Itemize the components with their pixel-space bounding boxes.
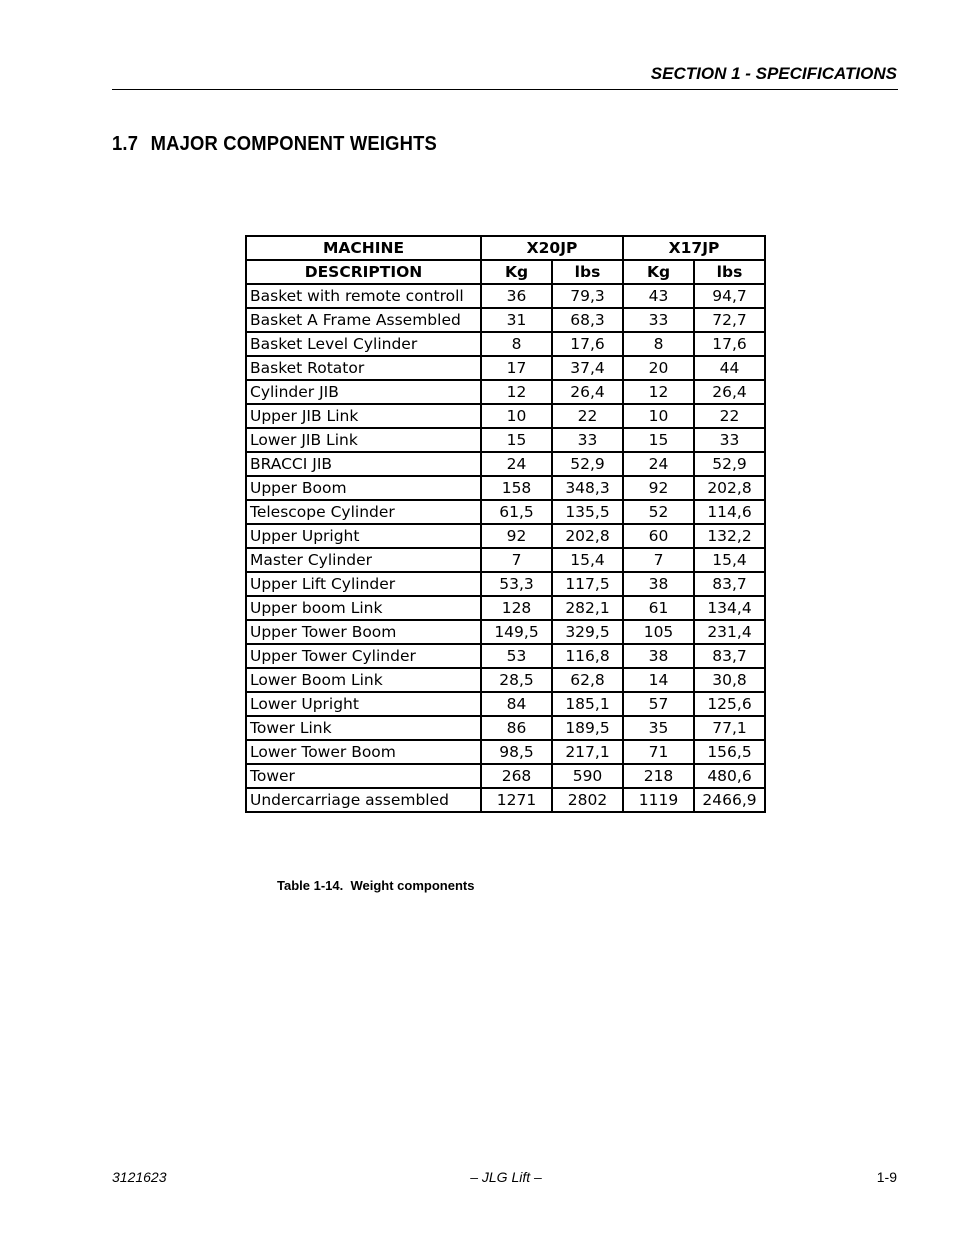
header-x17jp-lbs: lbs (694, 260, 765, 284)
cell-x17jp-kg: 43 (623, 284, 694, 308)
cell-x20jp-lbs: 282,1 (552, 596, 623, 620)
cell-x17jp-lbs: 125,6 (694, 692, 765, 716)
header-machine: MACHINE (246, 236, 481, 260)
cell-x20jp-kg: 158 (481, 476, 552, 500)
header-description: DESCRIPTION (246, 260, 481, 284)
cell-x17jp-lbs: 132,2 (694, 524, 765, 548)
cell-x20jp-kg: 149,5 (481, 620, 552, 644)
cell-x17jp-lbs: 156,5 (694, 740, 765, 764)
table-row (246, 572, 765, 596)
cell-x17jp-kg: 61 (623, 596, 694, 620)
table-row (246, 380, 765, 404)
cell-description: Basket Rotator (246, 356, 481, 380)
table-row (246, 524, 765, 548)
cell-description: Upper boom Link (246, 596, 481, 620)
cell-x20jp-kg: 12 (481, 380, 552, 404)
footer-page-number: 1-9 (876, 1169, 897, 1185)
table-subheader-row (246, 260, 765, 284)
cell-description: Undercarriage assembled (246, 788, 481, 812)
cell-x20jp-kg: 128 (481, 596, 552, 620)
cell-x20jp-lbs: 52,9 (552, 452, 623, 476)
header-x20jp: X20JP (481, 236, 623, 260)
cell-x17jp-kg: 71 (623, 740, 694, 764)
table-row (246, 764, 765, 788)
cell-x17jp-lbs: 94,7 (694, 284, 765, 308)
cell-x20jp-kg: 17 (481, 356, 552, 380)
cell-description: BRACCI JIB (246, 452, 481, 476)
table-header-row (246, 236, 765, 260)
footer-publisher: – JLG Lift – (470, 1169, 542, 1185)
cell-x20jp-kg: 1271 (481, 788, 552, 812)
cell-x20jp-kg: 53 (481, 644, 552, 668)
cell-x17jp-kg: 33 (623, 308, 694, 332)
cell-description: Upper Upright (246, 524, 481, 548)
table-row (246, 644, 765, 668)
table-row (246, 716, 765, 740)
cell-description: Lower Boom Link (246, 668, 481, 692)
cell-x20jp-lbs: 62,8 (552, 668, 623, 692)
cell-x17jp-lbs: 114,6 (694, 500, 765, 524)
cell-x17jp-kg: 20 (623, 356, 694, 380)
cell-x20jp-lbs: 79,3 (552, 284, 623, 308)
cell-description: Cylinder JIB (246, 380, 481, 404)
cell-x17jp-kg: 57 (623, 692, 694, 716)
running-header: SECTION 1 - SPECIFICATIONS (650, 64, 897, 83)
cell-x20jp-kg: 15 (481, 428, 552, 452)
cell-x20jp-kg: 86 (481, 716, 552, 740)
cell-description: Upper JIB Link (246, 404, 481, 428)
cell-description: Master Cylinder (246, 548, 481, 572)
table-row (246, 620, 765, 644)
cell-x17jp-lbs: 30,8 (694, 668, 765, 692)
cell-x17jp-kg: 52 (623, 500, 694, 524)
cell-x20jp-kg: 53,3 (481, 572, 552, 596)
cell-x20jp-lbs: 135,5 (552, 500, 623, 524)
cell-x20jp-kg: 24 (481, 452, 552, 476)
cell-x17jp-kg: 92 (623, 476, 694, 500)
header-x17jp-kg: Kg (623, 260, 694, 284)
cell-x17jp-lbs: 26,4 (694, 380, 765, 404)
cell-description: Lower Upright (246, 692, 481, 716)
cell-x20jp-lbs: 37,4 (552, 356, 623, 380)
cell-x17jp-lbs: 480,6 (694, 764, 765, 788)
cell-description: Upper Boom (246, 476, 481, 500)
cell-x20jp-lbs: 185,1 (552, 692, 623, 716)
cell-x20jp-kg: 268 (481, 764, 552, 788)
cell-x20jp-kg: 10 (481, 404, 552, 428)
header-x17jp: X17JP (623, 236, 765, 260)
cell-x17jp-kg: 14 (623, 668, 694, 692)
cell-x17jp-lbs: 33 (694, 428, 765, 452)
cell-x17jp-kg: 105 (623, 620, 694, 644)
table-row (246, 356, 765, 380)
cell-x20jp-kg: 98,5 (481, 740, 552, 764)
cell-description: Tower Link (246, 716, 481, 740)
table-row (246, 548, 765, 572)
cell-x17jp-lbs: 44 (694, 356, 765, 380)
cell-x20jp-kg: 84 (481, 692, 552, 716)
section-number: 1.7 (112, 133, 139, 155)
table-body (246, 284, 765, 812)
cell-x17jp-kg: 7 (623, 548, 694, 572)
table-row (246, 668, 765, 692)
cell-x20jp-lbs: 33 (552, 428, 623, 452)
table-row (246, 308, 765, 332)
cell-x20jp-lbs: 22 (552, 404, 623, 428)
cell-description: Basket A Frame Assembled (246, 308, 481, 332)
cell-description: Basket with remote controll (246, 284, 481, 308)
table-row (246, 596, 765, 620)
table-row (246, 500, 765, 524)
table-row (246, 452, 765, 476)
cell-x20jp-lbs: 15,4 (552, 548, 623, 572)
table-row (246, 404, 765, 428)
cell-x20jp-kg: 61,5 (481, 500, 552, 524)
cell-x17jp-lbs: 2466,9 (694, 788, 765, 812)
cell-x17jp-lbs: 22 (694, 404, 765, 428)
cell-x17jp-kg: 12 (623, 380, 694, 404)
cell-x20jp-lbs: 117,5 (552, 572, 623, 596)
cell-description: Telescope Cylinder (246, 500, 481, 524)
cell-x20jp-kg: 8 (481, 332, 552, 356)
cell-description: Lower JIB Link (246, 428, 481, 452)
header-x20jp-kg: Kg (481, 260, 552, 284)
table-row (246, 332, 765, 356)
cell-x17jp-kg: 38 (623, 644, 694, 668)
cell-x17jp-kg: 218 (623, 764, 694, 788)
cell-x20jp-kg: 31 (481, 308, 552, 332)
cell-x20jp-lbs: 329,5 (552, 620, 623, 644)
section-heading (112, 133, 437, 156)
cell-x20jp-lbs: 2802 (552, 788, 623, 812)
table-row (246, 692, 765, 716)
cell-x20jp-lbs: 68,3 (552, 308, 623, 332)
cell-x17jp-lbs: 77,1 (694, 716, 765, 740)
caption-label: Table 1-14. (277, 878, 344, 893)
cell-x20jp-lbs: 189,5 (552, 716, 623, 740)
cell-description: Tower (246, 764, 481, 788)
cell-x20jp-lbs: 590 (552, 764, 623, 788)
cell-x17jp-kg: 15 (623, 428, 694, 452)
caption-text: Weight components (350, 878, 475, 893)
table-row (246, 476, 765, 500)
cell-description: Basket Level Cylinder (246, 332, 481, 356)
cell-x17jp-kg: 35 (623, 716, 694, 740)
cell-x17jp-lbs: 72,7 (694, 308, 765, 332)
cell-x20jp-lbs: 116,8 (552, 644, 623, 668)
section-title: MAJOR COMPONENT WEIGHTS (150, 133, 438, 155)
header-x20jp-lbs: lbs (552, 260, 623, 284)
weights-table (245, 235, 766, 813)
table-caption (277, 878, 474, 893)
cell-x20jp-lbs: 26,4 (552, 380, 623, 404)
cell-description: Upper Tower Boom (246, 620, 481, 644)
cell-description: Upper Tower Cylinder (246, 644, 481, 668)
footer-doc-number: 3121623 (112, 1169, 167, 1185)
table-row (246, 428, 765, 452)
cell-x17jp-lbs: 15,4 (694, 548, 765, 572)
cell-x17jp-kg: 60 (623, 524, 694, 548)
cell-description: Lower Tower Boom (246, 740, 481, 764)
cell-x17jp-kg: 10 (623, 404, 694, 428)
cell-x20jp-lbs: 17,6 (552, 332, 623, 356)
header-rule (112, 89, 898, 90)
cell-x17jp-lbs: 202,8 (694, 476, 765, 500)
cell-x17jp-lbs: 83,7 (694, 572, 765, 596)
cell-x17jp-lbs: 17,6 (694, 332, 765, 356)
cell-x20jp-kg: 7 (481, 548, 552, 572)
cell-x17jp-kg: 38 (623, 572, 694, 596)
table-row (246, 788, 765, 812)
cell-x20jp-lbs: 202,8 (552, 524, 623, 548)
cell-x20jp-kg: 28,5 (481, 668, 552, 692)
cell-x20jp-kg: 92 (481, 524, 552, 548)
table-row (246, 284, 765, 308)
table-row (246, 740, 765, 764)
cell-x20jp-lbs: 217,1 (552, 740, 623, 764)
cell-x17jp-lbs: 231,4 (694, 620, 765, 644)
cell-x17jp-lbs: 52,9 (694, 452, 765, 476)
cell-description: Upper Lift Cylinder (246, 572, 481, 596)
cell-x17jp-kg: 24 (623, 452, 694, 476)
cell-x17jp-kg: 1119 (623, 788, 694, 812)
cell-x17jp-lbs: 134,4 (694, 596, 765, 620)
cell-x20jp-lbs: 348,3 (552, 476, 623, 500)
cell-x17jp-kg: 8 (623, 332, 694, 356)
cell-x20jp-kg: 36 (481, 284, 552, 308)
cell-x17jp-lbs: 83,7 (694, 644, 765, 668)
